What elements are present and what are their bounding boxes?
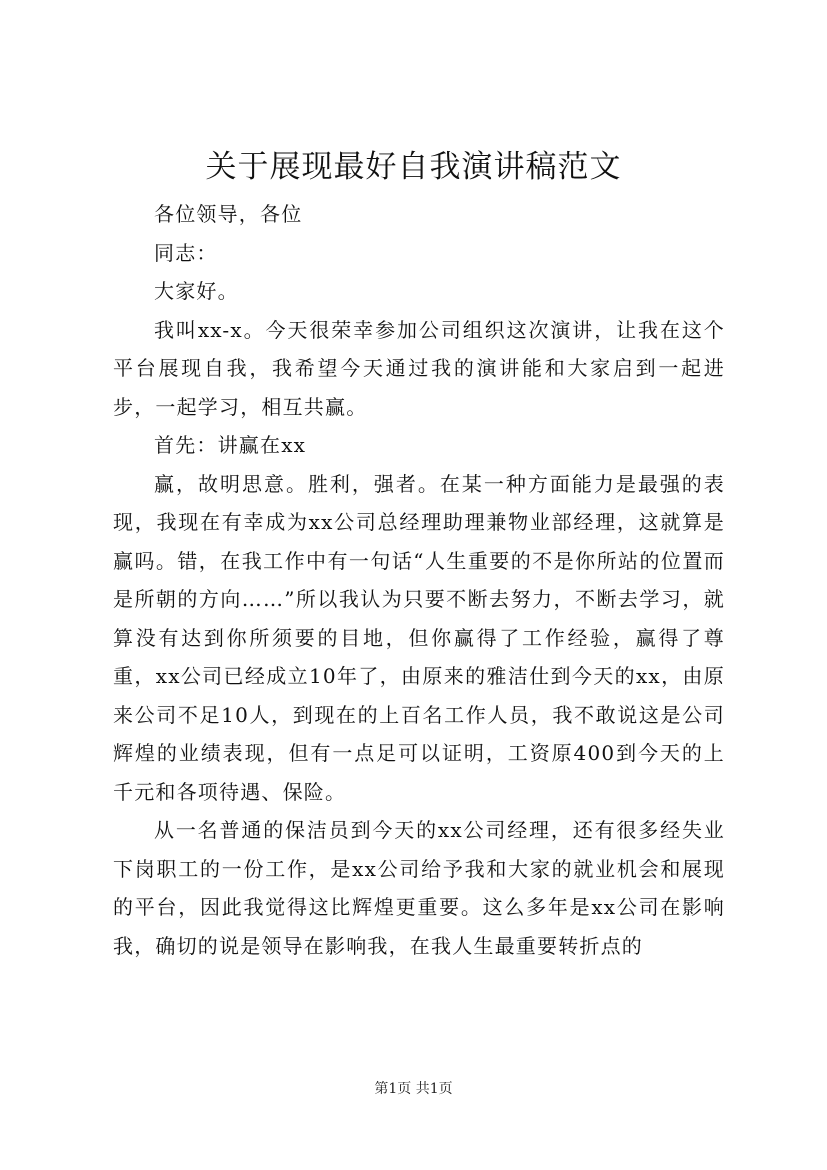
paragraph-section-heading: 首先：讲赢在xx — [154, 433, 307, 457]
paragraph-body-1: 赢，故明思意。胜利，强者。在某一种方面能力是最强的表现，我现在有幸成为xx公司总经理助理兼物业部经理，这就算是赢吗。错，在我工作中有一句话“人生重要的不是你所站的位置而是所朝的方向……”所以我认为只要不断去努力，不断去学习，就算没有达到你所须要的目地，但你赢得了工作经验，赢得了尊重，xx公司已经成立10年了，由原来的雅洁仕到今天的xx，由原来公司不足10人，到现在的上百名工作人员，我不敢说这是公司辉煌的业绩表现，但有一点足可以证明，工资原400到今天的上千元和各项待遇、保险。 — [113, 471, 725, 804]
paragraph-body-2: 从一名普通的保洁员到今天的xx公司经理，还有很多经失业下岗职工的一份工作，是xx公司给予我和大家的就业机会和展现的平台，因此我觉得这比辉煌更重要。这么多年是xx公司在影响我，确切的说是领导在影响我，在我人生最重要转折点的 — [113, 818, 725, 958]
paragraph-greeting: 大家好。 — [154, 279, 239, 303]
document-body — [113, 195, 725, 965]
page-number-footer: 第1页 共1页 — [374, 1081, 453, 1097]
paragraph-salutation-2: 同志： — [154, 240, 218, 265]
paragraph-salutation-1: 各位领导，各位 — [154, 202, 303, 226]
document-title: 关于展现最好自我演讲稿范文 — [205, 149, 622, 185]
paragraph-introduction: 我叫xx-x。今天很荣幸参加公司组织这次演讲，让我在这个平台展现自我，我希望今天通过我的演讲能和大家启到一起进步，一起学习，相互共赢。 — [113, 317, 725, 419]
